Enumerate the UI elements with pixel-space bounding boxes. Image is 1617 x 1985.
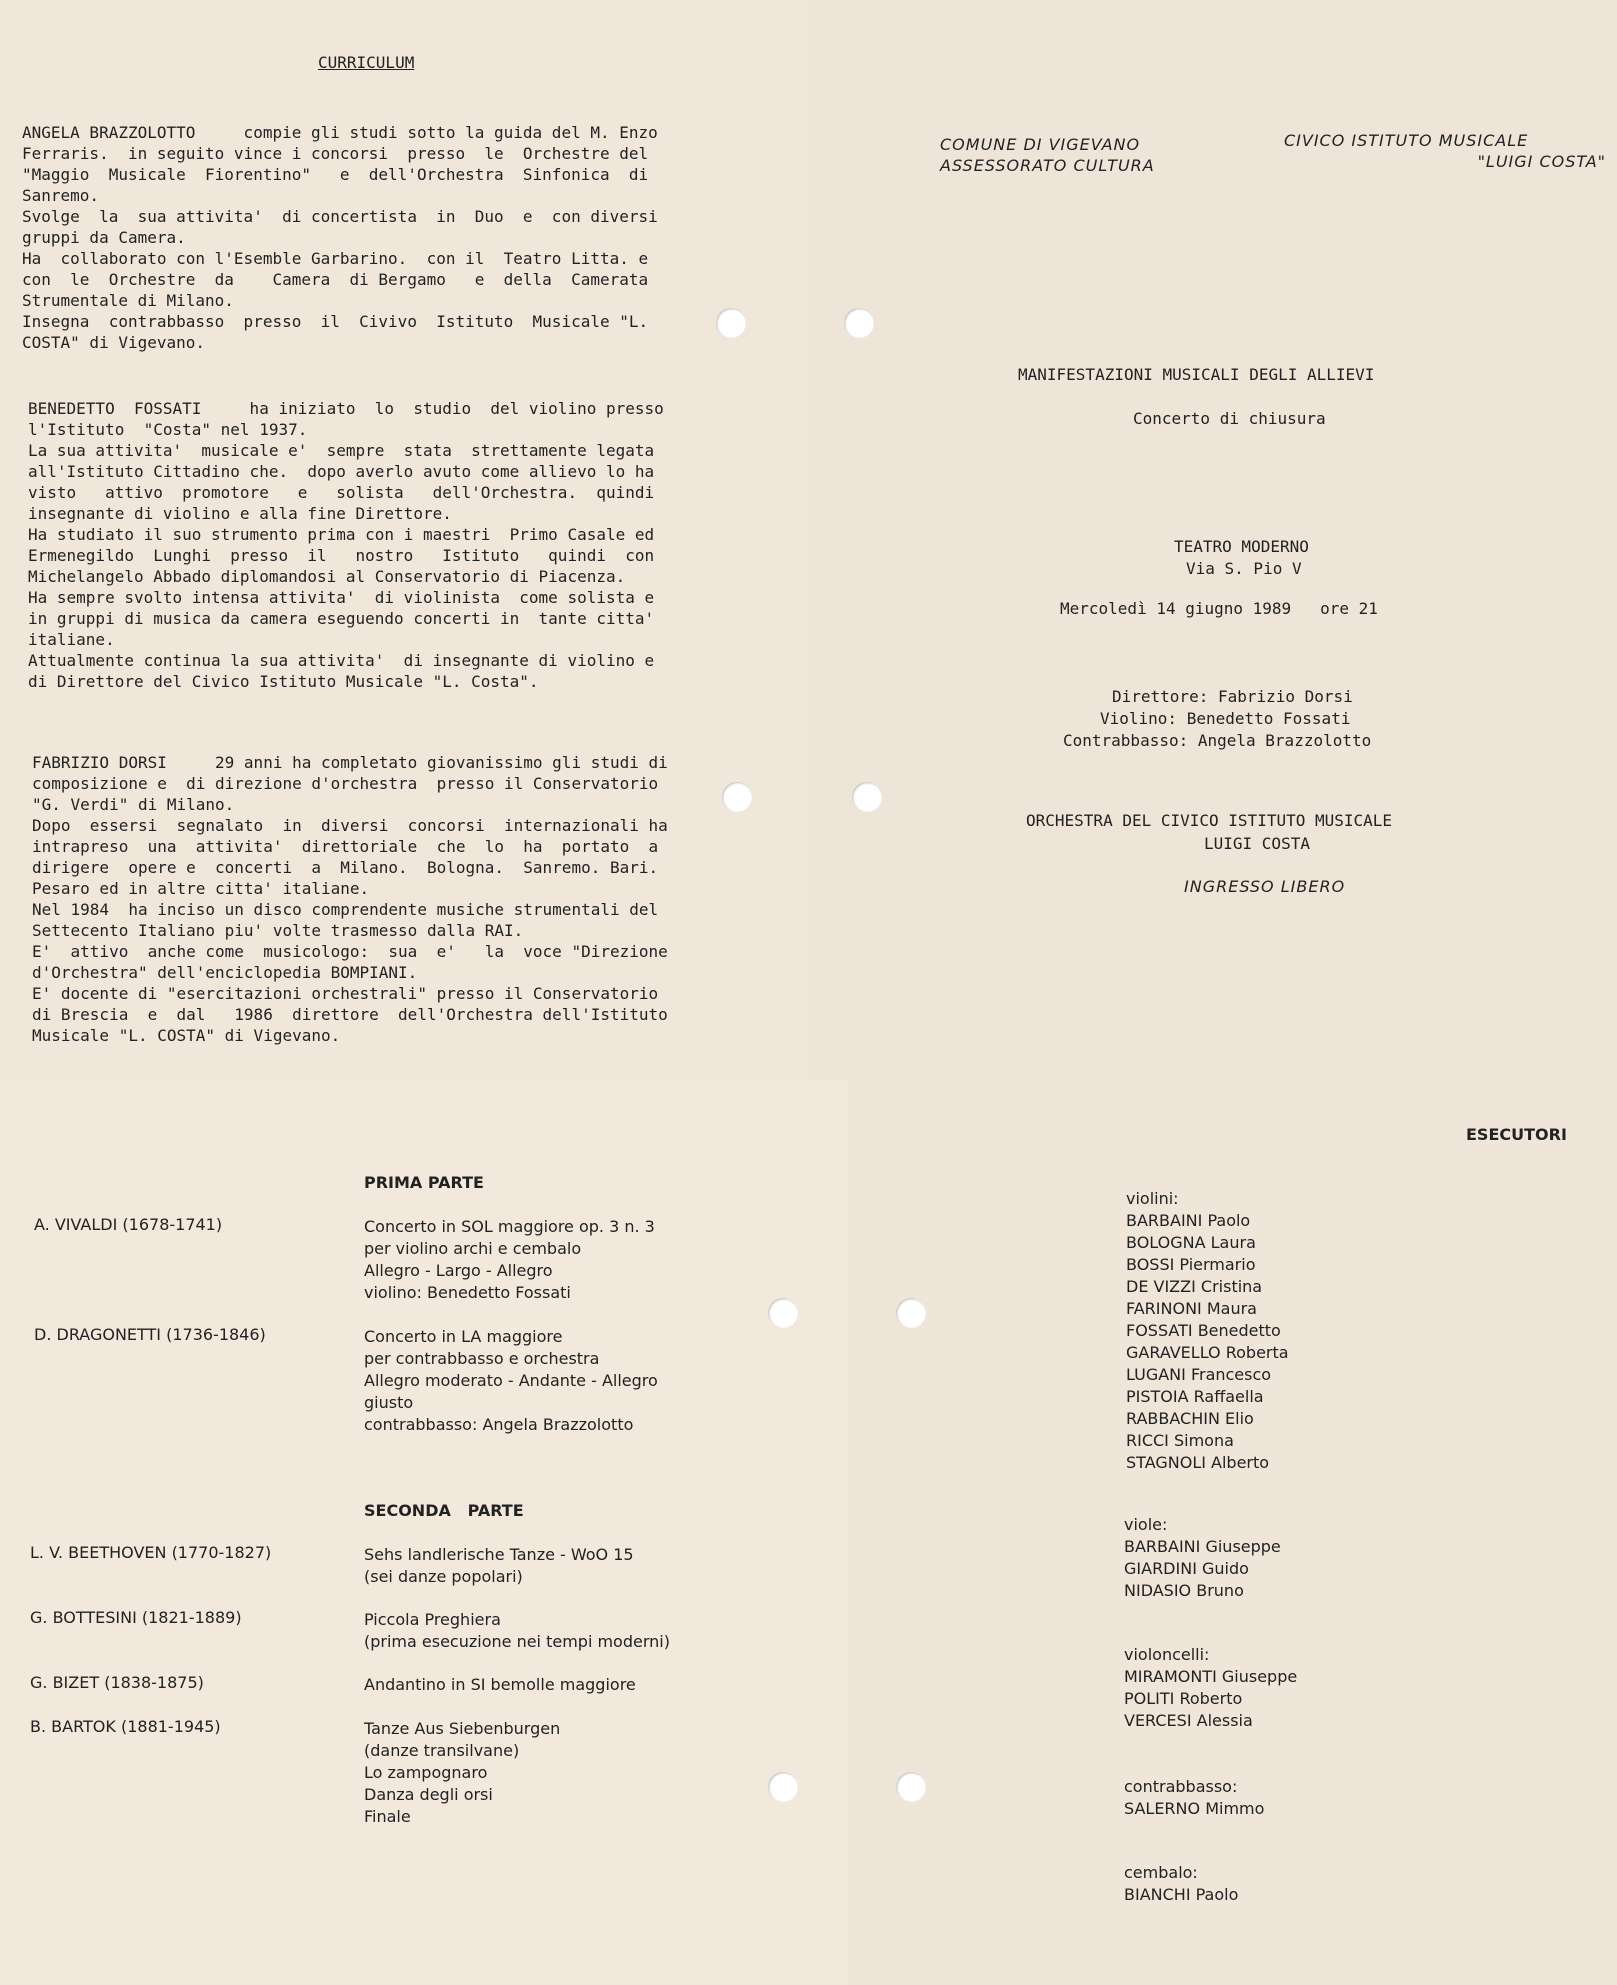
composer: G. BOTTESINI (1821-1889) bbox=[30, 1608, 242, 1627]
work-line: Sehs landlerische Tanze - WoO 15 bbox=[364, 1545, 634, 1564]
bio-line: dirigere opere e concerti a Milano. Bologna. Sanremo. Bari. bbox=[32, 858, 659, 877]
composer: B. BARTOK (1881-1945) bbox=[30, 1717, 221, 1736]
orchestra-name: ORCHESTRA DEL CIVICO ISTITUTO MUSICALE bbox=[1026, 811, 1393, 830]
performer-name: SALERNO Mimmo bbox=[1124, 1799, 1265, 1818]
municipality-line: COMUNE DI VIGEVANO bbox=[940, 135, 1141, 154]
credit-line: Direttore: Fabrizio Dorsi bbox=[1112, 687, 1353, 706]
bio-line: Attualmente continua la sua attivita' di insegnante di violino e bbox=[28, 651, 655, 670]
section-label: violini: bbox=[1126, 1189, 1179, 1208]
performer-name: BOSSI Piermario bbox=[1126, 1255, 1256, 1274]
credit-line: Violino: Benedetto Fossati bbox=[1100, 709, 1351, 728]
performer-name: POLITI Roberto bbox=[1124, 1689, 1243, 1708]
work-line: (sei danze popolari) bbox=[364, 1567, 523, 1586]
bio-line: Ha collaborato con l'Esemble Garbarino. con il Teatro Litta. e bbox=[22, 249, 649, 268]
credit-line: Contrabbasso: Angela Brazzolotto bbox=[1063, 731, 1372, 750]
bio-line: Dopo essersi segnalato in diversi concorsi internazionali ha bbox=[32, 816, 668, 835]
performer-name: BARBAINI Giuseppe bbox=[1124, 1537, 1281, 1556]
work-line: Allegro - Largo - Allegro bbox=[364, 1261, 553, 1280]
bio-line: BENEDETTO FOSSATI ha iniziato lo studio del violino presso bbox=[28, 399, 664, 418]
bio-line: in gruppi di musica da camera eseguendo concerti in tante citta' bbox=[28, 609, 655, 628]
bio-line: "G. Verdi" di Milano. bbox=[32, 795, 235, 814]
bio-line: Musicale "L. COSTA" di Vigevano. bbox=[32, 1026, 341, 1045]
bio-line: Nel 1984 ha inciso un disco comprendente musiche strumentali del bbox=[32, 900, 659, 919]
curriculum-page bbox=[0, 0, 808, 1080]
composer: G. BIZET (1838-1875) bbox=[30, 1673, 204, 1692]
bio-line: di Brescia e dal 1986 direttore dell'Orchestra dell'Istituto bbox=[32, 1005, 668, 1024]
section-label: cembalo: bbox=[1124, 1863, 1198, 1882]
performer-name: LUGANI Francesco bbox=[1126, 1365, 1272, 1384]
performer-name: GARAVELLO Roberta bbox=[1126, 1343, 1289, 1362]
work-line: per contrabbasso e orchestra bbox=[364, 1349, 600, 1368]
bio-line: E' docente di "esercitazioni orchestrali" presso il Conservatorio bbox=[32, 984, 659, 1003]
part-two-title: SECONDA PARTE bbox=[364, 1501, 524, 1520]
punch-hole-icon bbox=[852, 782, 882, 812]
bio-line: Ha studiato il suo strumento prima con i maestri Primo Casale ed bbox=[28, 525, 655, 544]
bio-line: Insegna contrabbasso presso il Civivo Istituto Musicale "L. bbox=[22, 312, 649, 331]
bio-line: all'Istituto Cittadino che. dopo averlo avuto come allievo lo ha bbox=[28, 462, 655, 481]
punch-hole-icon bbox=[896, 1772, 926, 1802]
bio-line: Strumentale di Milano. bbox=[22, 291, 234, 310]
bio-line: "Maggio Musicale Fiorentino" e dell'Orchestra Sinfonica di bbox=[22, 165, 649, 184]
performer-name: MIRAMONTI Giuseppe bbox=[1124, 1667, 1298, 1686]
bio-line: italiane. bbox=[28, 630, 115, 649]
work-line: Tanze Aus Siebenburgen bbox=[364, 1719, 561, 1738]
event-datetime: Mercoledì 14 giugno 1989 ore 21 bbox=[1060, 599, 1378, 618]
bio-line: Sanremo. bbox=[22, 186, 100, 205]
work-line: (prima esecuzione nei tempi moderni) bbox=[364, 1632, 670, 1651]
performer-name: STAGNOLI Alberto bbox=[1126, 1453, 1270, 1472]
work-line: Andantino in SI bemolle maggiore bbox=[364, 1675, 636, 1694]
event-subtitle: Concerto di chiusura bbox=[1133, 409, 1326, 428]
bio-line: gruppi da Camera. bbox=[22, 228, 186, 247]
venue-address: Via S. Pio V bbox=[1186, 559, 1302, 578]
composer: D. DRAGONETTI (1736-1846) bbox=[34, 1325, 266, 1344]
work-line: Finale bbox=[364, 1807, 411, 1826]
punch-hole-icon bbox=[722, 782, 752, 812]
bio-line: con le Orchestre da Camera di Bergamo e della Camerata bbox=[22, 270, 649, 289]
punch-hole-icon bbox=[896, 1298, 926, 1328]
performer-name: FOSSATI Benedetto bbox=[1126, 1321, 1281, 1340]
punch-hole-icon bbox=[768, 1298, 798, 1328]
performer-name: DE VIZZI Cristina bbox=[1126, 1277, 1263, 1296]
punch-hole-icon bbox=[768, 1772, 798, 1802]
bio-line: Settecento Italiano piu' volte trasmesso dalla RAI. bbox=[32, 921, 524, 940]
work-line: Concerto in LA maggiore bbox=[364, 1327, 563, 1346]
bio-line: composizione e di direzione d'orchestra presso il Conservatorio bbox=[32, 774, 659, 793]
bio-line: d'Orchestra" dell'enciclopedia BOMPIANI. bbox=[32, 963, 418, 982]
cover-page bbox=[808, 0, 1617, 1080]
work-line: Lo zampognaro bbox=[364, 1763, 488, 1782]
work-line: violino: Benedetto Fossati bbox=[364, 1283, 571, 1302]
performer-name: PISTOIA Raffaella bbox=[1126, 1387, 1264, 1406]
performers-title: ESECUTORI bbox=[1466, 1125, 1567, 1144]
bio-line: ANGELA BRAZZOLOTTO compie gli studi sotto la guida del M. Enzo bbox=[22, 123, 658, 142]
performer-name: GIARDINI Guido bbox=[1124, 1559, 1249, 1578]
work-line: contrabbasso: Angela Brazzolotto bbox=[364, 1415, 634, 1434]
composer: A. VIVALDI (1678-1741) bbox=[34, 1215, 223, 1234]
work-line: giusto bbox=[364, 1393, 414, 1412]
work-line: (danze transilvane) bbox=[364, 1741, 520, 1760]
performers-page bbox=[848, 1080, 1617, 1985]
municipality-line: ASSESSORATO CULTURA bbox=[940, 156, 1155, 175]
bio-line: insegnante di violino e alla fine Direttore. bbox=[28, 504, 452, 523]
bio-line: visto attivo promotore e solista dell'Orchestra. quindi bbox=[28, 483, 655, 502]
bio-line: FABRIZIO DORSI 29 anni ha completato giovanissimo gli studi di bbox=[32, 753, 668, 772]
bio-line: Svolge la sua attivita' di concertista in Duo e con diversi bbox=[22, 207, 658, 226]
orchestra-name: LUIGI COSTA bbox=[1204, 834, 1310, 853]
performer-name: NIDASIO Bruno bbox=[1124, 1581, 1244, 1600]
curriculum-title: CURRICULUM bbox=[318, 53, 415, 72]
bio-line: l'Istituto "Costa" nel 1937. bbox=[28, 420, 308, 439]
event-title: MANIFESTAZIONI MUSICALI DEGLI ALLIEVI bbox=[1018, 365, 1375, 384]
punch-hole-icon bbox=[844, 308, 874, 338]
performer-name: FARINONI Maura bbox=[1126, 1299, 1257, 1318]
part-one-title: PRIMA PARTE bbox=[364, 1173, 484, 1192]
work-line: per violino archi e cembalo bbox=[364, 1239, 582, 1258]
bio-line: Ha sempre svolto intensa attivita' di violinista come solista e bbox=[28, 588, 655, 607]
work-line: Allegro moderato - Andante - Allegro bbox=[364, 1371, 658, 1390]
performer-name: BOLOGNA Laura bbox=[1126, 1233, 1256, 1252]
bio-line: E' attivo anche come musicologo: sua e' la voce "Direzione bbox=[32, 942, 668, 961]
work-line: Danza degli orsi bbox=[364, 1785, 493, 1804]
bio-line: intrapreso una attivita' direttoriale che lo ha portato a bbox=[32, 837, 659, 856]
section-label: viole: bbox=[1124, 1515, 1168, 1534]
program-page bbox=[0, 1080, 848, 1985]
institute-line: CIVICO ISTITUTO MUSICALE bbox=[1284, 131, 1529, 150]
performer-name: RICCI Simona bbox=[1126, 1431, 1234, 1450]
work-line: Concerto in SOL maggiore op. 3 n. 3 bbox=[364, 1217, 655, 1236]
venue-name: TEATRO MODERNO bbox=[1174, 537, 1309, 556]
performer-name: BIANCHI Paolo bbox=[1124, 1885, 1239, 1904]
bio-line: di Direttore del Civico Istituto Musicale "L. Costa". bbox=[28, 672, 539, 691]
bio-line: La sua attivita' musicale e' sempre stata strettamente legata bbox=[28, 441, 655, 460]
bio-line: Michelangelo Abbado diplomandosi al Conservatorio di Piacenza. bbox=[28, 567, 626, 586]
bio-line: Ferraris. in seguito vince i concorsi presso le Orchestre del bbox=[22, 144, 649, 163]
institute-line: "LUIGI COSTA" bbox=[1477, 152, 1606, 171]
admission-note: INGRESSO LIBERO bbox=[1184, 877, 1346, 896]
performer-name: RABBACHIN Elio bbox=[1126, 1409, 1254, 1428]
work-line: Piccola Preghiera bbox=[364, 1610, 501, 1629]
punch-hole-icon bbox=[716, 308, 746, 338]
composer: L. V. BEETHOVEN (1770-1827) bbox=[30, 1543, 272, 1562]
section-label: violoncelli: bbox=[1124, 1645, 1210, 1664]
bio-line: Pesaro ed in altre citta' italiane. bbox=[32, 879, 370, 898]
bio-line: COSTA" di Vigevano. bbox=[22, 333, 206, 352]
performer-name: VERCESI Alessia bbox=[1124, 1711, 1253, 1730]
performer-name: BARBAINI Paolo bbox=[1126, 1211, 1251, 1230]
bio-line: Ermenegildo Lunghi presso il nostro Istituto quindi con bbox=[28, 546, 655, 565]
section-label: contrabbasso: bbox=[1124, 1777, 1238, 1796]
